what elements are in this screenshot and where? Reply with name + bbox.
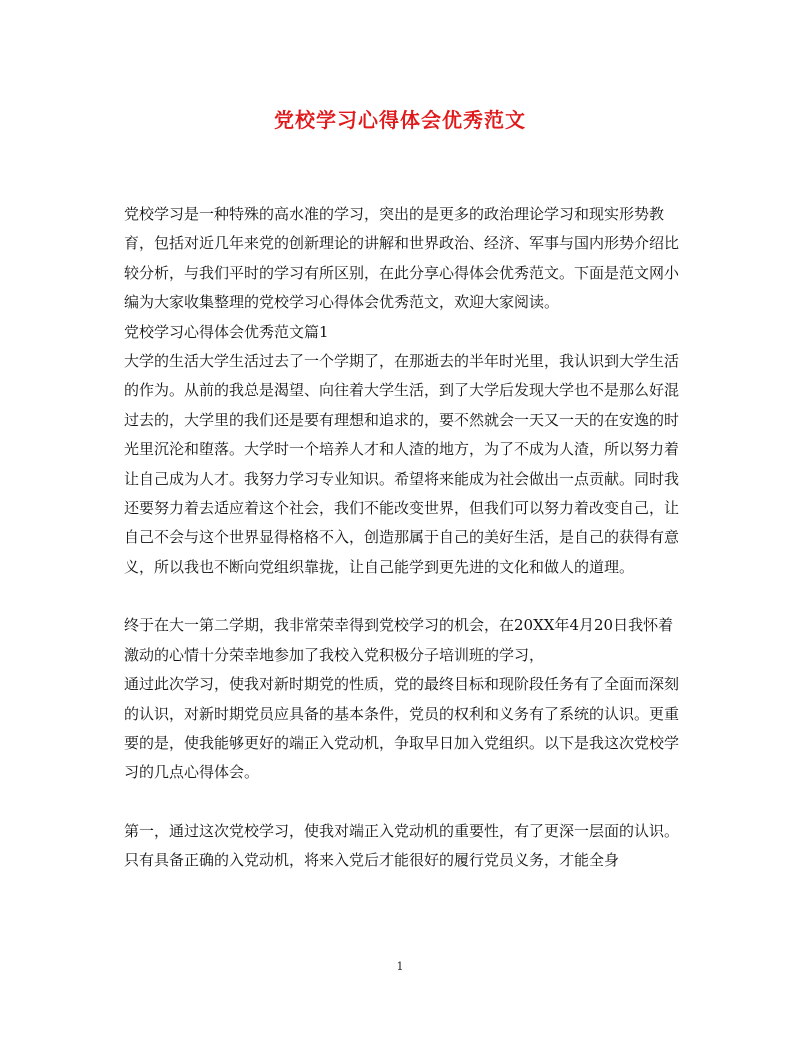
document-body bbox=[124, 200, 680, 876]
document-title: 党校学习心得体会优秀范文 bbox=[274, 108, 526, 132]
paragraph-gap bbox=[124, 788, 680, 817]
section-heading: 党校学习心得体会优秀范文篇1 bbox=[124, 322, 329, 341]
paragraph-1: 大学的生活大学生活过去了一个学期了，在那逝去的半年时光里，我认识到大学生活的作为。从前的我总是渴望、向往着大学生活，到了大学后发现大学也不是那么好混过去的，大学里的我们还是要有理想和追求的，要不然就会一天又一天的在安逸的时光里沉沦和堕落。大学时一个培养人才和人渣的地方，为了不成为人渣，所以努力着让自己成为人才。我努力学习专业知识。希望将来能成为社会做出一点贡献。同时我还要努力着去适应着这个社会，我们不能改变世界，但我们可以努力着改变自己，让自己不会与这个世界显得格格不入，创造那属于自己的美好生活，是自己的获得有意义，所以我也不断向党组织靠拢，让自己能学到更先进的文化和做人的道理。 bbox=[124, 352, 680, 576]
intro-paragraph: 党校学习是一种特殊的高水准的学习，突出的是更多的政治理论学习和现实形势教育，包括对近几年来党的创新理论的讲解和世界政治、经济、军事与国内形势介绍比较分析，与我们平时的学习有所区别，在此分享心得体会优秀范文。下面是范文网小编为大家收集整理的党校学习心得体会优秀范文，欢迎大家阅读。 bbox=[124, 205, 680, 312]
paragraph-4: 第一，通过这次党校学习，使我对端正入党动机的重要性，有了更深一层面的认识。只有具备正确的入党动机，将来入党后才能很好的履行党员义务，才能全身 bbox=[124, 821, 680, 870]
paragraph-gap bbox=[124, 582, 680, 611]
paragraph-2: 终于在大一第二学期，我非常荣幸得到党校学习的机会，在20XX年4月20日我怀着激动的心情十分荣幸地参加了我校入党积极分子培训班的学习， bbox=[124, 616, 674, 664]
page-number: 1 bbox=[396, 960, 404, 973]
paragraph-3: 通过此次学习，使我对新时期党的性质，党的最终目标和现阶段任务有了全面而深刻的认识，对新时期党员应具备的基本条件，党员的权利和义务有了系统的认识。更重要的是，使我能够更好的端正入党动机，争取早日加入党组织。以下是我这次党校学习的几点心得体会。 bbox=[124, 675, 680, 782]
